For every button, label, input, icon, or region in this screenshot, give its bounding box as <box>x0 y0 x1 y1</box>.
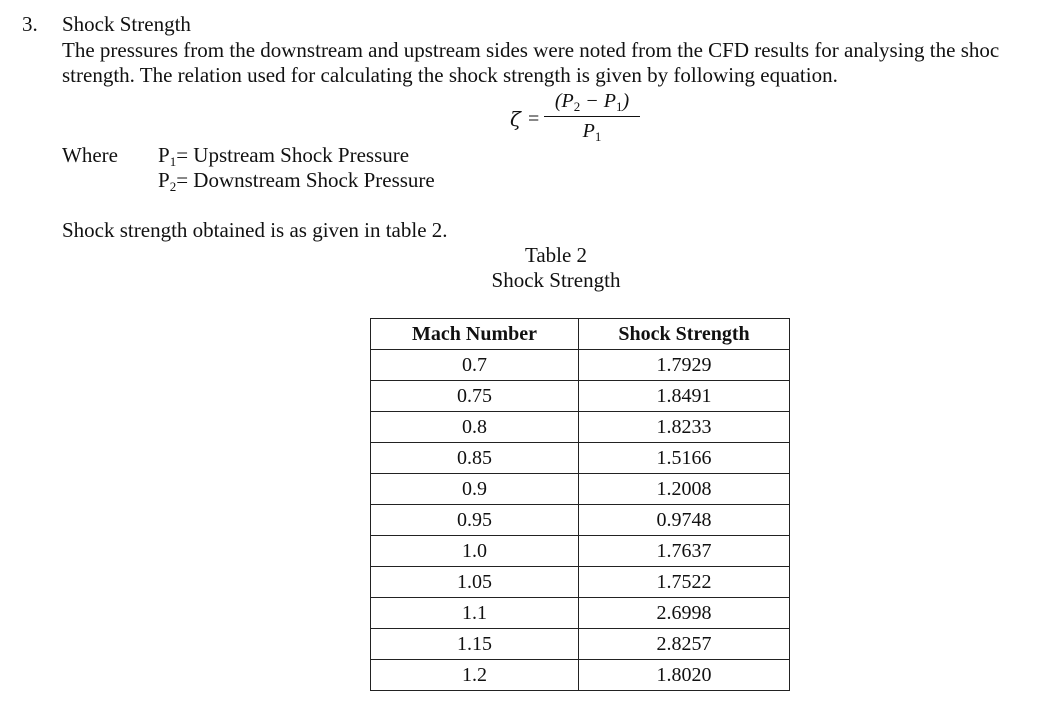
paragraph-line-1: The pressures from the downstream and upstream sides were noted from the CFD results for analysing the shoc <box>62 38 1000 62</box>
mach-number-cell: 1.0 <box>371 536 579 567</box>
table-row <box>371 598 790 629</box>
mach-number-cell: 1.05 <box>371 567 579 598</box>
shock-strength-cell: 1.7929 <box>579 350 790 381</box>
formula-fraction <box>542 88 642 150</box>
table-row <box>371 350 790 381</box>
table-row <box>371 536 790 567</box>
formula-zeta: ζ <box>510 107 521 131</box>
shock-strength-cell: 2.8257 <box>579 629 790 660</box>
table-row <box>371 629 790 660</box>
header-mach-number: Mach Number <box>371 319 579 350</box>
table-row <box>371 412 790 443</box>
shock-strength-cell: 1.8233 <box>579 412 790 443</box>
shock-strength-cell: 0.9748 <box>579 505 790 536</box>
where-label: Where <box>62 143 118 167</box>
table-caption: Shock Strength <box>491 268 621 292</box>
mach-number-cell: 0.85 <box>371 443 579 474</box>
mach-number-cell: 1.2 <box>371 660 579 691</box>
shock-strength-cell: 2.6998 <box>579 598 790 629</box>
table-header-row <box>371 319 790 350</box>
table-row <box>371 381 790 412</box>
formula-denominator: $P_1$ <box>582 120 602 144</box>
mach-number-cell: 0.8 <box>371 412 579 443</box>
fraction-bar <box>544 116 640 117</box>
paragraph-line-2: strength. The relation used for calculating the shock strength is given by following equation. <box>62 63 838 87</box>
mach-number-cell: 1.1 <box>371 598 579 629</box>
definition-p2: P2= Downstream Shock Pressure <box>158 168 435 194</box>
shock-strength-sentence: Shock strength obtained is as given in table 2. <box>62 218 448 242</box>
section-title: Shock Strength <box>62 12 191 36</box>
shock-strength-cell: 1.5166 <box>579 443 790 474</box>
header-shock-strength: Shock Strength <box>579 319 790 350</box>
table-row <box>371 660 790 691</box>
definition-p1: P1= Upstream Shock Pressure <box>158 143 410 169</box>
shock-strength-formula <box>510 88 640 148</box>
mach-number-cell: 0.7 <box>371 350 579 381</box>
table-row <box>371 505 790 536</box>
table-label: Table 2 <box>524 243 588 267</box>
shock-strength-table <box>370 318 790 691</box>
shock-strength-cell: 1.2008 <box>579 474 790 505</box>
mach-number-cell: 0.9 <box>371 474 579 505</box>
shock-strength-cell: 1.8020 <box>579 660 790 691</box>
table-row <box>371 443 790 474</box>
mach-number-cell: 1.15 <box>371 629 579 660</box>
table-row <box>371 567 790 598</box>
shock-strength-cell: 1.8491 <box>579 381 790 412</box>
table-row <box>371 474 790 505</box>
mach-number-cell: 0.95 <box>371 505 579 536</box>
formula-equals: = <box>528 108 540 130</box>
mach-number-cell: 0.75 <box>371 381 579 412</box>
section-number: 3. <box>22 12 38 36</box>
shock-strength-cell: 1.7637 <box>579 536 790 567</box>
formula-numerator: $(P_2 - P_1)$ <box>554 90 630 114</box>
shock-strength-cell: 1.7522 <box>579 567 790 598</box>
